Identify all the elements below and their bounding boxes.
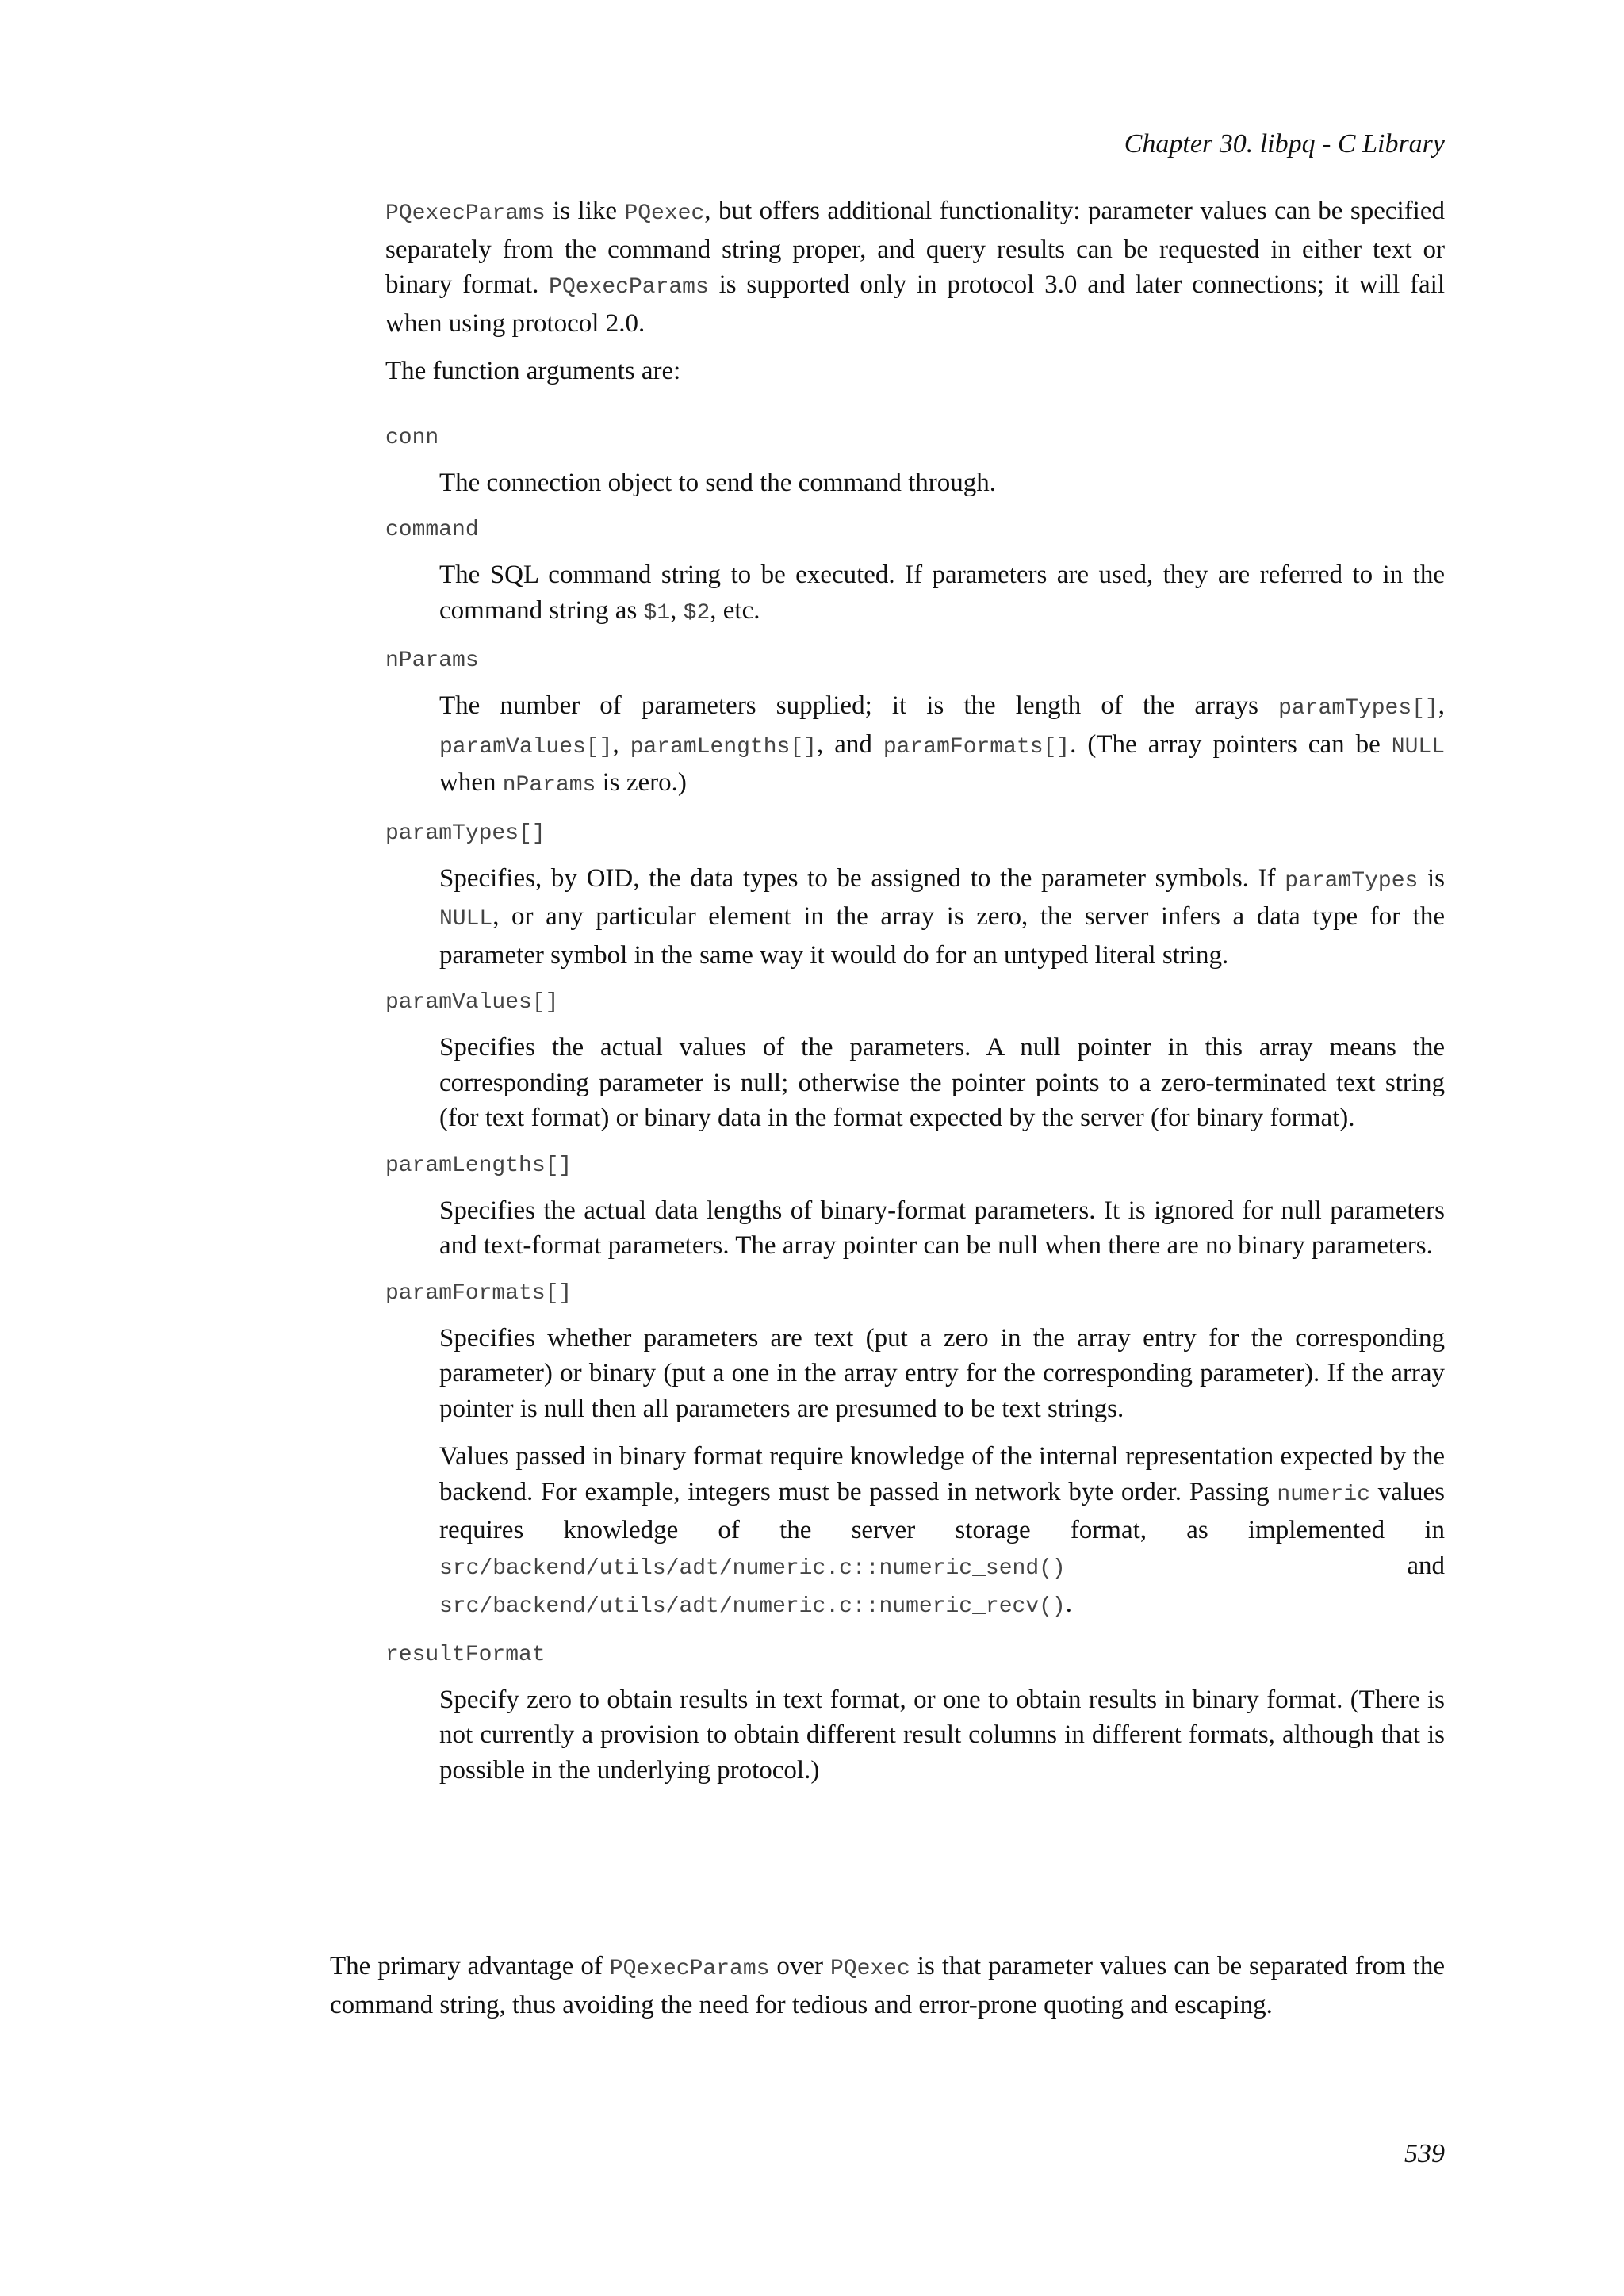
arg-desc-resultformat: Specify zero to obtain results in text format, or one to obtain results in binary format. (There is not currently a provision to obtain different result columns in different formats, although that is possible in the underlying protocol.)	[439, 1685, 1445, 1785]
inline-code: NULL	[1391, 734, 1445, 760]
inline-code: nParams	[502, 773, 596, 798]
arg-term-resultformat: resultFormat	[385, 1642, 546, 1667]
arg-term-paramvalues: paramValues[]	[385, 990, 559, 1015]
arg-desc-paramtypes: Specifies, by OID, the data types to be assigned to the parameter symbols. If paramTypes is NULL, or any particular element in the array is zero, the server infers a data type for the parameter symbol in the same way it would do for an untyped literal string.	[439, 863, 1445, 970]
inline-code: PQexecParams	[549, 275, 709, 300]
main-content	[385, 193, 1445, 1800]
intro-paragraph: PQexecParams is like PQexec, but offers additional functionality: parameter values can be specified separately from the command string proper, and query results can be requested in either text or binary format. PQexecParams is supported only in protocol 3.0 and later connections; it will fail when using protocol 2.0.	[385, 197, 1445, 338]
arguments-lead: The function arguments are:	[385, 357, 681, 385]
arg-term-command: command	[385, 518, 479, 542]
inline-code: src/backend/utils/adt/numeric.c::numeric_recv()	[439, 1594, 1066, 1619]
argument-list	[385, 421, 1445, 1789]
inline-code: PQexec	[624, 201, 705, 226]
arg-term-paramtypes: paramTypes[]	[385, 821, 546, 846]
inline-code: NULL	[439, 907, 493, 932]
inline-code: src/backend/utils/adt/numeric.c::numeric_send()	[439, 1556, 1066, 1581]
closing-paragraph: The primary advantage of PQexecParams over PQexec is that parameter values can be separated from the command string, thus avoiding the need for tedious and error-prone quoting and escaping.	[330, 1952, 1445, 2019]
inline-code: paramTypes	[1285, 868, 1419, 894]
inline-code: numeric	[1277, 1482, 1370, 1507]
arg-desc-nparams: The number of parameters supplied; it is the length of the arrays paramTypes[], paramValues[], paramLengths[], and paramFormats[]. (The array pointers can be NULL when nParams is zero.)	[439, 691, 1445, 798]
inline-code: PQexecParams	[609, 1957, 770, 1981]
inline-code: paramTypes[]	[1278, 696, 1438, 721]
arg-term-nparams: nParams	[385, 649, 479, 673]
arg-desc-paramvalues: Specifies the actual values of the parameters. A null pointer in this array means the corresponding parameter is null; otherwise the pointer points to a zero-terminated text string (for text format) or binary data in the format expected by the server (for binary format).	[439, 1033, 1445, 1132]
inline-code: $1	[643, 600, 671, 626]
arg-desc-paramformats: Specifies whether parameters are text (put a zero in the array entry for the corresponding parameter) or binary (put a one in the array entry for the corresponding parameter). If the array pointer is null then all parameters are presumed to be text strings. Values passed in binary format require knowledge of the internal representation expected by the backend. For example, integers must be passed in network byte order. Passing numeric values requires knowledge of the server storage format, as implemented in src/backend/utils/adt/numeric.c::numeric_send() and src/backend/utils/adt/numeric.c::numeric_recv().	[439, 1323, 1445, 1619]
inline-code: paramLengths[]	[630, 734, 817, 760]
inline-code: PQexecParams	[385, 201, 546, 226]
arg-desc-command: The SQL command string to be executed. If parameters are used, they are referred to in the command string as $1, $2, etc.	[439, 561, 1445, 626]
arg-term-paramformats: paramFormats[]	[385, 1280, 573, 1306]
running-header: Chapter 30. libpq - C Library	[1124, 129, 1445, 159]
inline-code: $2	[683, 600, 710, 626]
inline-code: paramFormats[]	[883, 734, 1071, 760]
arg-term-paramlengths: paramLengths[]	[385, 1153, 573, 1178]
inline-code: PQexec	[829, 1957, 910, 1981]
inline-code: paramValues[]	[439, 734, 613, 760]
arg-desc-paramlengths: Specifies the actual data lengths of binary-format parameters. It is ignored for null parameters and text-format parameters. The array pointer can be null when there are no binary parameters.	[439, 1196, 1445, 1260]
arg-term-conn: conn	[385, 425, 439, 450]
arg-desc-conn: The connection object to send the command through.	[439, 468, 996, 497]
page-number: 539	[1404, 2139, 1445, 2168]
